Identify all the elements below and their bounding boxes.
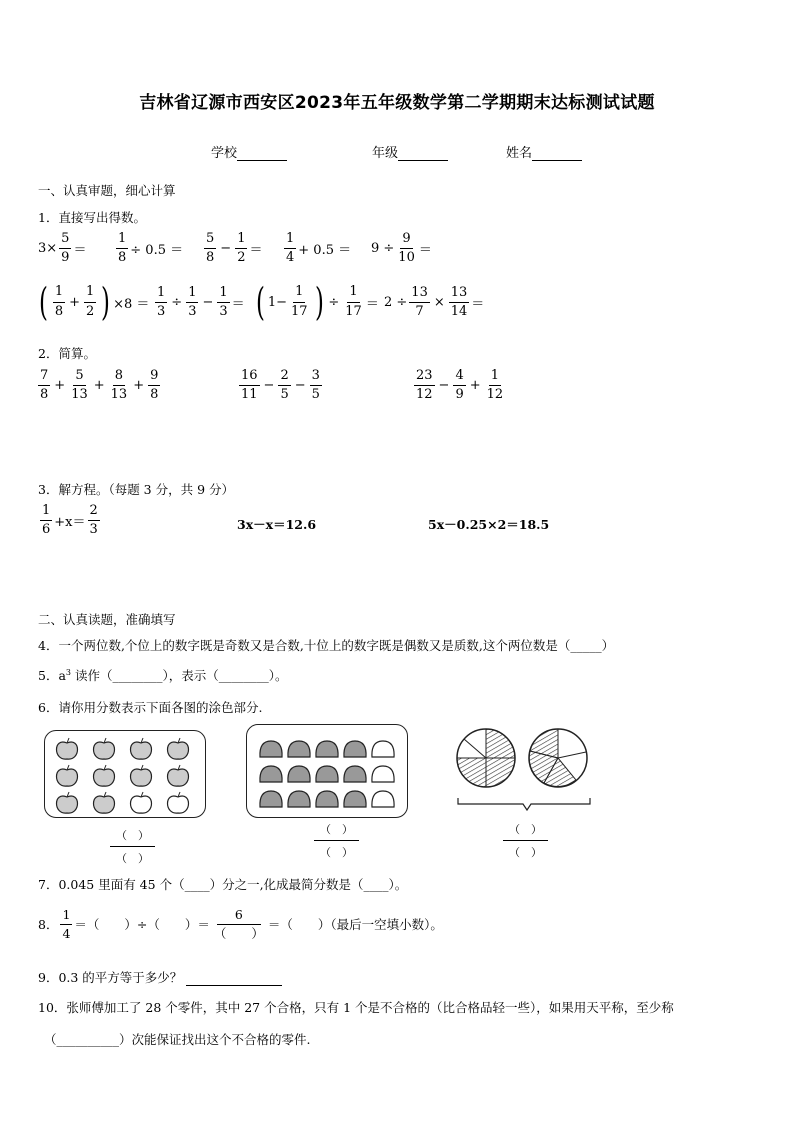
circle-left-icon (457, 729, 515, 787)
q1-expr-6: ( $\frac{1}{8}$ + $\frac{1}{2}$ ) ×8 ＝ (38, 280, 150, 324)
circle-right-icon (529, 729, 587, 787)
q1-expr-7: $\frac{1}{3}$ ÷ $\frac{1}{3}$ − $\frac{1}{3}$ ＝ (157, 285, 245, 320)
apple-icon (57, 769, 78, 786)
shell-icon (288, 741, 310, 757)
apple-icon (168, 769, 189, 786)
page-title: 吉林省辽源市西安区2023年五年级数学第二学期期末达标测试试题 (139, 93, 655, 113)
apple-icon (168, 796, 189, 813)
q1-expr-5: 9 ÷ $\frac{9}{10}$ ＝ (371, 231, 432, 266)
circles-figure (448, 724, 598, 834)
q6-answer-1[interactable]: （ ） （ ） (110, 827, 155, 866)
q3-eq-2: 3x－x＝12.6 (237, 517, 317, 532)
q1-expr-9: 2 ÷ $\frac{13}{7}$ × $\frac{13}{14}$ ＝ (384, 285, 485, 320)
q4-text: 4．一个两位数,个位上的数字既是奇数又是合数,十位上的数字既是偶数又是质数,这个两位数是（_____） (38, 638, 615, 653)
q3-label: 3．解方程。（每题 3 分，共 9 分） (38, 482, 235, 497)
shells-icon (247, 725, 407, 817)
apple-icon (94, 742, 115, 759)
shell-icon (260, 791, 282, 807)
q10-line-1: 10．张师傅加工了 28 个零件，其中 27 个合格，只有 1 个是不合格的（比合格品轻一些），如果用天平称，至少称 (38, 1000, 674, 1015)
q9-text: 9．0.3 的平方等于多少？ (38, 968, 282, 986)
brace-icon (458, 798, 590, 810)
apple-icon (131, 742, 152, 759)
apple-icon (57, 742, 78, 759)
shell-icon (344, 791, 366, 807)
q3-eq-1: $\frac{1}{6}$ +x＝ $\frac{2}{3}$ (42, 503, 98, 538)
shell-icon (260, 741, 282, 757)
q1-expr-1: 3× $\frac{5}{9}$ ＝ (38, 231, 87, 266)
apple-icon (131, 796, 152, 813)
apples-box (44, 730, 206, 818)
q1-expr-8: ( 1− $\frac{1}{17}$ ) ÷ $\frac{1}{17}$ ＝ (255, 280, 379, 324)
q10-line-2: （__________）次能保证找出这个不合格的零件. (44, 1032, 311, 1047)
shell-icon (344, 766, 366, 782)
shell-icon (316, 791, 338, 807)
apple-icon (57, 796, 78, 813)
apple-icon (131, 769, 152, 786)
q7-text: 7．0.045 里面有 45 个（____）分之一,化成最简分数是（____）。 (38, 877, 408, 892)
q3-eq-3: 5x－0.25×2＝18.5 (428, 517, 550, 532)
q8-text: 8． $\frac{1}{4}$ ＝（ ）÷（ ）＝ $\frac{6}{( )}$ ＝（ ）（最后一空填小数）。 (38, 907, 443, 941)
shell-icon (288, 791, 310, 807)
apple-icon (94, 769, 115, 786)
apple-icon (168, 742, 189, 759)
shell-icon (288, 766, 310, 782)
grade-field[interactable]: 年级 (372, 142, 448, 161)
q6-answer-3[interactable]: （ ） （ ） (503, 821, 548, 860)
q5-text: 5．$a^3$ 读作（________），表示（________）。 (38, 667, 288, 683)
school-field[interactable]: 学校 (211, 142, 287, 161)
q1-label: 1．直接写出得数。 (38, 210, 146, 225)
name-field[interactable]: 姓名 (506, 142, 582, 161)
shell-icon (260, 766, 282, 782)
q1-expr-3: $\frac{5}{8}$ − $\frac{1}{2}$ ＝ (206, 231, 263, 266)
q2-label: 2．简算。 (38, 346, 96, 361)
q2-expr-2: $\frac{16}{11}$ − $\frac{2}{5}$ − $\frac{3}{5}$ (241, 368, 320, 403)
q1-expr-2: $\frac{1}{8}$ ÷ 0.5 ＝ (118, 231, 184, 266)
q6-answer-2[interactable]: （ ） （ ） (314, 821, 359, 860)
q1-expr-4: $\frac{1}{4}$ + 0.5 ＝ (286, 231, 352, 266)
apples-icon (45, 731, 205, 817)
q6-text: 6．请你用分数表示下面各图的涂色部分. (38, 700, 263, 715)
shell-icon (372, 791, 394, 807)
shells-box (246, 724, 408, 818)
q2-expr-1: $\frac{7}{8}$ + $\frac{5}{13}$ + $\frac{8}{13}$ + $\frac{9}{8}$ (40, 368, 159, 403)
shell-icon (316, 741, 338, 757)
shell-icon (316, 766, 338, 782)
section-2-heading: 二、认真读题，准确填写 (38, 612, 176, 627)
section-1-heading: 一、认真审题，细心计算 (38, 183, 176, 198)
shell-icon (372, 741, 394, 757)
q2-expr-3: $\frac{23}{12}$ − $\frac{4}{9}$ + $\frac{1}{12}$ (416, 368, 504, 403)
shell-icon (372, 766, 394, 782)
shell-icon (344, 741, 366, 757)
apple-icon (94, 796, 115, 813)
